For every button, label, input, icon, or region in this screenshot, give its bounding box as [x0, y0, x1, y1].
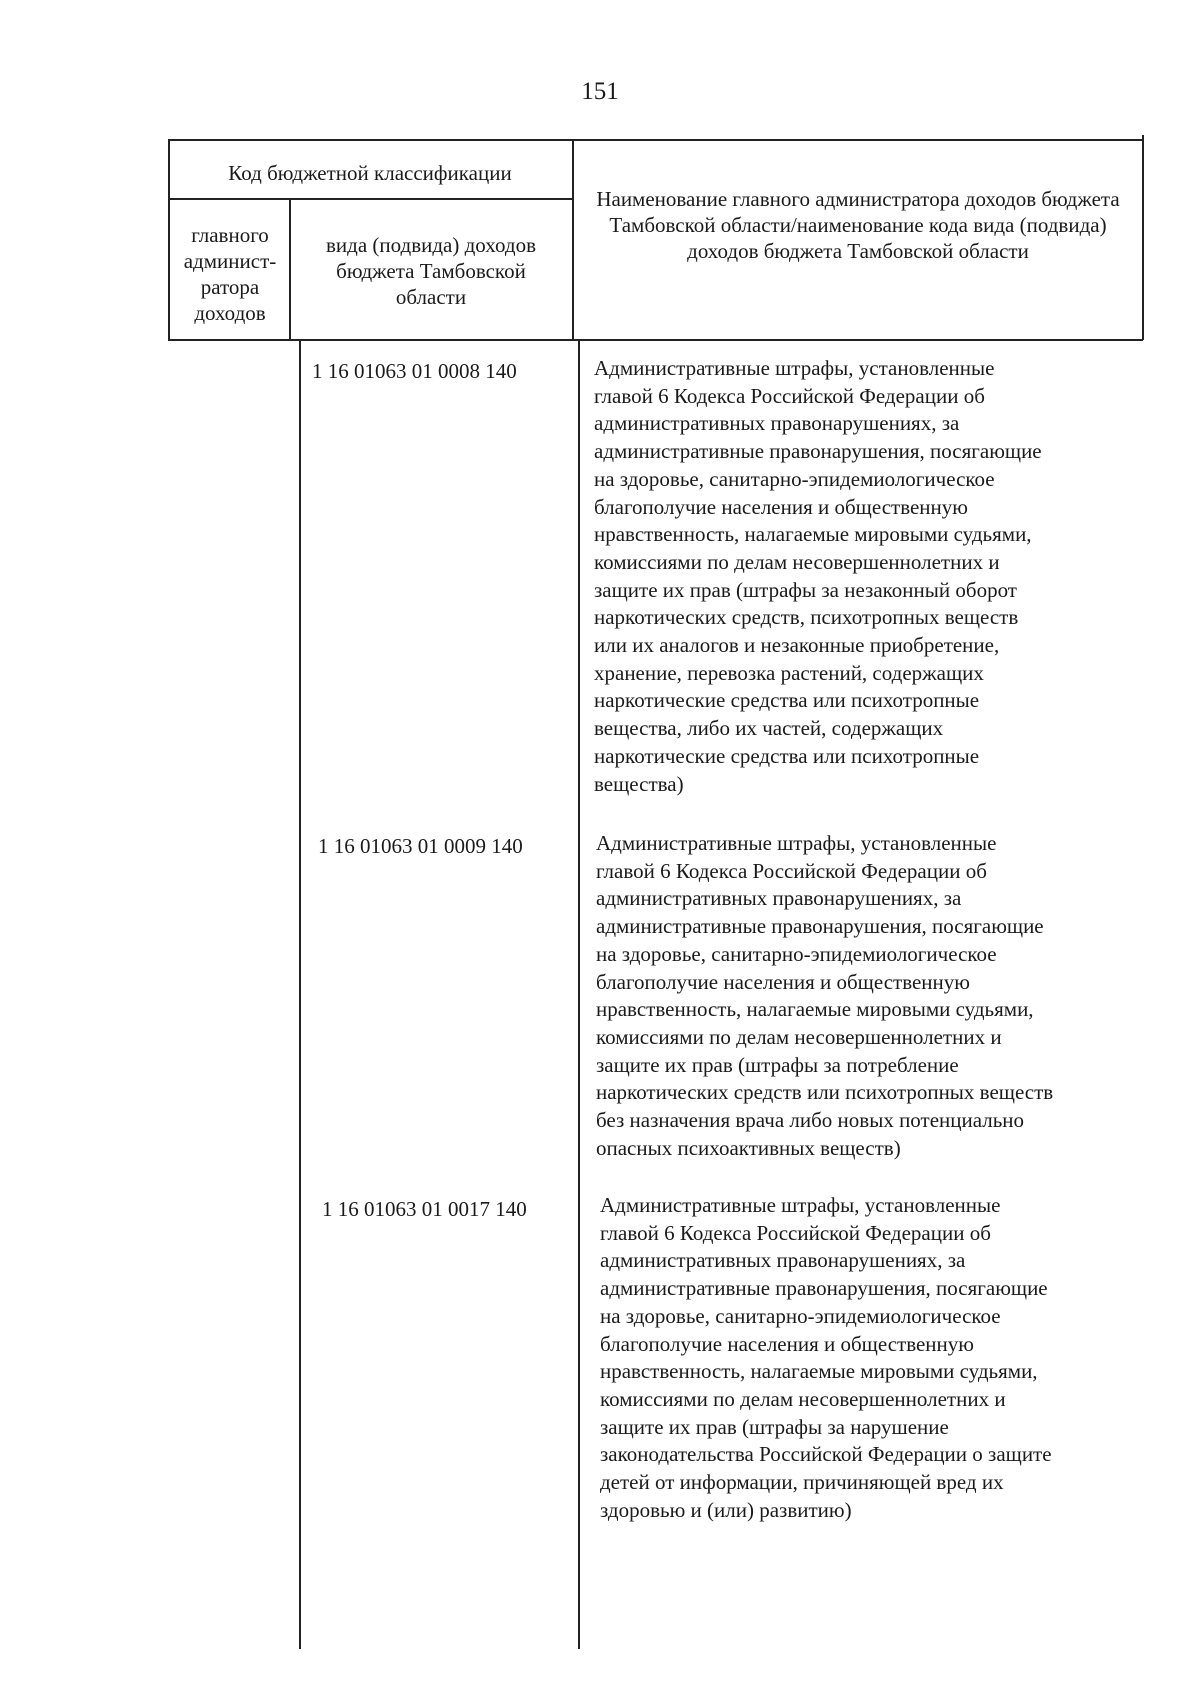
- header-bottom-border: [168, 339, 1143, 341]
- row-2-description: Административные штрафы, установленные главой 6 Кодекса Российской Федерации об административных правонарушениях, за административные правонарушения, посягающие на здоровье, санитарно-эпидемиологическое благополучие населения и общественную нравственность, налагаемые мировыми судьями, комиссиями по делам несовершеннолетних и защите их прав (штрафы за потребление наркотических средств или психотропных веществ без назначения врача либо новых потенциально опасных психоактивных веществ): [596, 831, 1054, 1160]
- row-1-code: 1 16 01063 01 0008 140: [312, 359, 517, 383]
- code-column-divider: [578, 339, 580, 1649]
- table-top-border: [168, 139, 1143, 141]
- row-3-description: Административные штрафы, установленные главой 6 Кодекса Российской Федерации об административных правонарушениях, за административные правонарушения, посягающие на здоровье, санитарно-эпидемиологическое благополучие населения и общественную нравственность, налагаемые мировыми судьями, комиссиями по делам несовершеннолетних и защите их прав (штрафы за нарушение законодательства Российской Федерации о защите детей от информации, причиняющей вред их здоровью и (или) развитию): [600, 1193, 1052, 1522]
- row-3-code: 1 16 01063 01 0017 140: [322, 1197, 527, 1221]
- admin-column-divider: [299, 339, 301, 1649]
- code-column-divider-header: [572, 139, 574, 339]
- admin-column-divider-header: [289, 198, 291, 339]
- table-right-border: [1142, 135, 1144, 340]
- header-admin-column: главного админист-ратора доходов: [183, 223, 277, 325]
- group-divider-line: [168, 198, 572, 200]
- row-2-code: 1 16 01063 01 0009 140: [318, 834, 523, 858]
- page-number: 151: [581, 78, 619, 105]
- header-type-column: вида (подвида) доходов бюджета Тамбовской области: [326, 233, 536, 309]
- header-name-column: Наименование главного администратора доходов бюджета Тамбовской области/наименование кода вида (подвида) доходов бюджета Тамбовской области: [596, 187, 1120, 263]
- header-group-label: Код бюджетной классификации: [228, 161, 512, 185]
- row-1-description: Административные штрафы, установленные главой 6 Кодекса Российской Федерации об административных правонарушениях, за административные правонарушения, посягающие на здоровье, санитарно-эпидемиологическое благополучие населения и общественную нравственность, налагаемые мировыми судьями, комиссиями по делам несовершеннолетних и защите их прав (штрафы за незаконный оборот наркотических средств, психотропных веществ или их аналогов и незаконные приобретение, хранение, перевозка растений, содержащих наркотические средства или психотропные вещества, либо их частей, содержащих наркотические средства или психотропные вещества): [594, 356, 1042, 796]
